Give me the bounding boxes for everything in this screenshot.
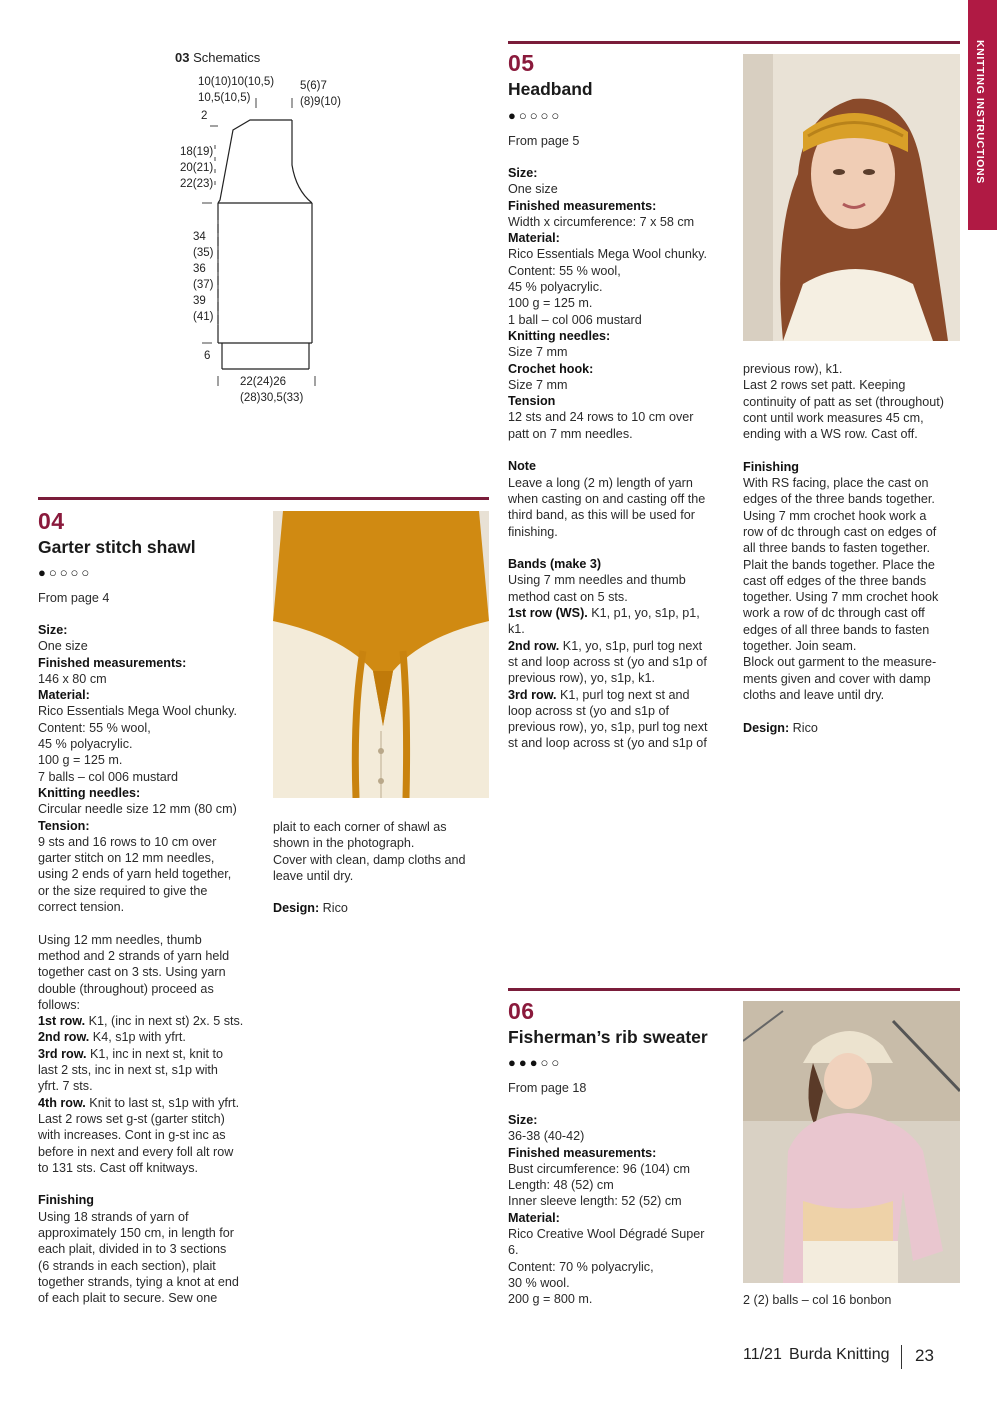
text-line	[508, 1226, 733, 1242]
sweater-number: 06	[508, 998, 535, 1024]
schematic-top-left-2: 10,5(10,5)	[198, 92, 251, 104]
text-body: ending with a WS row. Cast off.	[743, 427, 918, 442]
text-line	[38, 671, 266, 687]
text-line	[743, 394, 968, 410]
text-line	[273, 852, 489, 868]
text-body: shown in the photograph.	[273, 836, 415, 851]
footer-magazine: Burda Knitting	[789, 1346, 890, 1363]
sweater-text-col1	[508, 1112, 733, 1308]
text-body: loop across st (yo and s1p of	[508, 703, 670, 718]
text-body: double (throughout) proceed as	[38, 981, 214, 996]
text-heading: Tension:	[38, 818, 90, 833]
text-line	[508, 1193, 733, 1209]
text-line	[508, 1242, 733, 1258]
shawl-text-col1	[38, 622, 266, 1306]
text-line	[508, 507, 733, 523]
text-body: K1, yo, s1p, purl tog next	[559, 638, 703, 653]
text-line	[273, 900, 489, 916]
text-body: K1, purl tog next st and	[556, 687, 690, 702]
text-body: K4, s1p with yfrt.	[89, 1030, 186, 1045]
text-body: together strands, tying a knot at end	[38, 1274, 239, 1289]
schematic-arm-3: 22(23)	[180, 178, 214, 190]
text-line	[508, 198, 733, 214]
text-line	[38, 1029, 266, 1045]
text-heading: 3rd row.	[38, 1046, 87, 1061]
text-body: row of dc through cast on edges of	[743, 524, 937, 539]
text-line	[743, 540, 968, 556]
text-body: Leave a long (2 m) length of yarn	[508, 475, 693, 490]
text-line	[508, 589, 733, 605]
text-line	[508, 295, 733, 311]
text-body: correct tension.	[38, 900, 125, 915]
text-line	[743, 671, 968, 687]
shawl-number: 04	[38, 508, 65, 534]
text-line	[38, 736, 266, 752]
text-heading: Design:	[273, 901, 320, 916]
schematic-top-right-1: 5(6)7	[300, 80, 327, 92]
text-heading: Note	[508, 459, 536, 474]
text-body: 1 ball – col 006 mustard	[508, 312, 642, 327]
text-line	[508, 556, 733, 572]
text-line	[508, 442, 733, 458]
text-line	[508, 1161, 733, 1177]
text-line	[38, 932, 266, 948]
text-heading: Finished measurements:	[508, 1145, 657, 1160]
text-body: method and 2 strands of yarn held	[38, 948, 230, 963]
text-line	[38, 655, 266, 671]
text-line	[508, 491, 733, 507]
text-body: Size 7 mm	[508, 377, 568, 392]
text-body: ments given and cover with damp	[743, 671, 931, 686]
shawl-from-page: From page 4	[38, 591, 110, 605]
text-body: method cast on 5 sts.	[508, 589, 628, 604]
text-body: 36-38 (40-42)	[508, 1129, 585, 1144]
text-body: K1, (inc in next st) 2x. 5 sts.	[85, 1014, 244, 1029]
text-heading: Material:	[38, 688, 90, 703]
text-body: with increases. Cont in g-st inc as	[38, 1128, 226, 1143]
text-body: One size	[508, 182, 558, 197]
text-line	[743, 410, 968, 426]
text-line	[508, 540, 733, 556]
text-body: edges of all three bands to fasten	[743, 622, 930, 637]
text-body: 200 g = 800 m.	[508, 1292, 593, 1307]
text-body: of each plait to secure. Sew one	[38, 1291, 218, 1306]
text-line	[508, 181, 733, 197]
text-body: K1, p1, yo, s1p, p1,	[587, 606, 700, 621]
text-body: cast off edges of the three bands	[743, 573, 927, 588]
text-line	[743, 377, 968, 393]
text-body: Plait the bands together. Place the	[743, 557, 935, 572]
text-body: Using 18 strands of yarn of	[38, 1209, 189, 1224]
headband-text-col1	[508, 165, 733, 752]
text-body: Rico Creative Wool Dégradé Super	[508, 1227, 705, 1242]
schematic-body-3: 36	[193, 263, 206, 275]
text-heading: Finishing	[743, 459, 799, 474]
text-body: yfrt. 7 sts.	[38, 1079, 93, 1094]
text-line	[38, 622, 266, 638]
text-body: Rico Essentials Mega Wool chunky.	[508, 247, 708, 262]
text-heading: Finishing	[38, 1193, 94, 1208]
schematic-shoulder: 2	[201, 110, 208, 122]
text-body: Knit to last st, s1p with yfrt.	[85, 1095, 240, 1110]
schematic-top-left-1: 10(10)10(10,5)	[198, 76, 275, 88]
text-line	[38, 752, 266, 768]
text-body: Content: 55 % wool,	[38, 720, 151, 735]
footer-page-number: 23	[915, 1346, 934, 1365]
text-body: 12 sts and 24 rows to 10 cm over	[508, 410, 694, 425]
text-line	[273, 884, 489, 900]
text-heading: Finished measurements:	[508, 198, 657, 213]
headband-number: 05	[508, 50, 535, 76]
text-line	[508, 214, 733, 230]
text-body: garter stitch on 12 mm needles,	[38, 851, 215, 866]
text-body: st and loop across st (yo and s1p of	[508, 736, 707, 751]
text-line	[38, 818, 266, 834]
text-line	[38, 1209, 266, 1225]
text-line	[38, 1144, 266, 1160]
text-heading: 2nd row.	[508, 638, 560, 653]
headband-photo	[743, 54, 960, 341]
text-body: Circular needle size 12 mm (80 cm)	[38, 802, 237, 817]
text-body: Rico Essentials Mega Wool chunky.	[38, 704, 238, 719]
side-tab-label: KNITTING INSTRUCTIONS	[974, 40, 986, 184]
text-body: finishing.	[508, 524, 558, 539]
headband-rule	[508, 41, 960, 44]
text-line	[508, 475, 733, 491]
shawl-rule	[38, 497, 489, 500]
text-line	[508, 654, 733, 670]
text-line	[508, 572, 733, 588]
text-body: Width x circumference: 7 x 58 cm	[508, 214, 695, 229]
headband-text-col2	[743, 361, 968, 736]
text-body: each plait, divided in to 3 sections	[38, 1242, 227, 1257]
text-line	[743, 361, 968, 377]
text-body: when casting on and casting off the	[508, 491, 706, 506]
text-body: previous row), yo, s1p, k1.	[508, 671, 655, 686]
text-heading: 3rd row.	[508, 687, 557, 702]
text-body: 2 (2) balls – col 16 bonbon	[743, 1293, 892, 1307]
text-line	[508, 719, 733, 735]
text-line	[38, 1160, 266, 1176]
text-line	[743, 654, 968, 670]
text-body: Content: 55 % wool,	[508, 263, 621, 278]
text-body: 100 g = 125 m.	[508, 296, 593, 311]
text-body: Using 12 mm needles, thumb	[38, 932, 202, 947]
text-line	[508, 312, 733, 328]
text-line	[38, 1192, 266, 1208]
text-line	[38, 1127, 266, 1143]
text-line	[508, 687, 733, 703]
text-line	[508, 670, 733, 686]
text-body: work a row of dc through cast off	[743, 606, 925, 621]
text-line	[508, 328, 733, 344]
text-line	[38, 1258, 266, 1274]
text-line	[508, 638, 733, 654]
text-line	[38, 638, 266, 654]
text-line	[38, 883, 266, 899]
shawl-difficulty: ●○○○○	[38, 565, 93, 580]
text-body: Using 7 mm crochet hook work a	[743, 508, 927, 523]
text-heading: Bands (make 3)	[508, 557, 602, 572]
text-line	[508, 361, 733, 377]
shawl-title: Garter stitch shawl	[38, 537, 196, 557]
text-line	[743, 442, 968, 458]
text-line	[38, 769, 266, 785]
text-heading: Tension	[508, 394, 556, 409]
schematic-body-5: 39	[193, 295, 206, 307]
text-body: cont until work measures 45 cm,	[743, 410, 924, 425]
text-line	[508, 377, 733, 393]
text-line	[508, 1275, 733, 1291]
schematic-body-6: (41)	[193, 311, 214, 323]
text-line	[38, 964, 266, 980]
text-heading: Size:	[508, 1113, 538, 1127]
text-body: 6.	[508, 1243, 519, 1258]
text-heading: 4th row.	[38, 1095, 86, 1110]
text-line	[38, 899, 266, 915]
text-heading: Size:	[508, 166, 538, 180]
text-body: approximately 150 cm, in length for	[38, 1225, 235, 1240]
headband-difficulty: ●○○○○	[508, 108, 563, 123]
text-body: Using 7 mm needles and thumb	[508, 573, 686, 588]
text-line	[508, 1291, 733, 1307]
text-line	[508, 621, 733, 637]
text-heading: Size:	[38, 623, 68, 637]
text-line	[508, 605, 733, 621]
text-line	[38, 866, 266, 882]
text-line	[508, 393, 733, 409]
text-body: With RS facing, place the cast on	[743, 476, 929, 491]
schematic-title: Schematics	[193, 50, 261, 65]
text-body: edges of the three bands together.	[743, 492, 935, 507]
section-side-tab	[968, 0, 997, 230]
text-line	[38, 703, 266, 719]
schematic-width-1: 22(24)26	[240, 376, 287, 388]
text-body: before in next and every foll alt row	[38, 1144, 234, 1159]
text-line	[743, 475, 968, 491]
text-line	[508, 409, 733, 425]
text-body: 45 % polyacrylic.	[38, 737, 133, 752]
text-body: K1, inc in next st, knit to	[86, 1046, 224, 1061]
text-line	[508, 524, 733, 540]
text-body: Last 2 rows set patt. Keeping	[743, 378, 906, 393]
text-heading: Crochet hook:	[508, 361, 594, 376]
text-body: (6 strands in each section), plait	[38, 1258, 216, 1273]
schematic-body-4: (37)	[193, 279, 214, 291]
text-body: 100 g = 125 m.	[38, 753, 123, 768]
text-line	[508, 1112, 733, 1128]
text-body: One size	[38, 639, 88, 654]
text-line	[743, 459, 968, 475]
shawl-text-col2	[273, 819, 489, 917]
text-line	[743, 524, 968, 540]
text-line	[508, 263, 733, 279]
sweater-difficulty: ●●●○○	[508, 1055, 563, 1070]
headband-from-page: From page 5	[508, 134, 580, 148]
text-heading: Knitting needles:	[38, 785, 141, 800]
headband-title: Headband	[508, 79, 593, 99]
sweater-text-col2	[743, 1292, 968, 1308]
text-heading: 2nd row.	[38, 1030, 90, 1045]
text-line	[38, 997, 266, 1013]
text-line	[38, 915, 266, 931]
text-body: k1.	[508, 622, 525, 637]
text-body: Block out garment to the measure-	[743, 655, 937, 670]
text-body: last 2 sts, inc in next st, s1p with	[38, 1063, 218, 1078]
footer-divider	[901, 1345, 902, 1369]
text-line	[508, 1259, 733, 1275]
text-line	[38, 1062, 266, 1078]
text-line	[38, 1176, 266, 1192]
text-line	[508, 703, 733, 719]
sweater-rule	[508, 988, 960, 991]
text-line	[508, 165, 733, 181]
schematic-body-1: 34	[193, 231, 206, 243]
schematic-arm-2: 20(21)	[180, 162, 214, 174]
text-body: Rico	[789, 720, 818, 735]
text-body: together cast on 3 sts. Using yarn	[38, 965, 226, 980]
text-body: together. Using 7 mm crochet hook	[743, 590, 939, 605]
text-line	[743, 703, 968, 719]
text-body: st and loop across st (yo and s1p of	[508, 654, 707, 669]
text-body: Rico	[319, 901, 348, 916]
text-body: Inner sleeve length: 52 (52) cm	[508, 1194, 682, 1209]
text-line	[743, 557, 968, 573]
text-body: 7 balls – col 006 mustard	[38, 769, 179, 784]
text-line	[38, 850, 266, 866]
text-line	[38, 1095, 266, 1111]
text-line	[38, 1111, 266, 1127]
text-line	[508, 279, 733, 295]
text-body: leave until dry.	[273, 868, 354, 883]
text-body: 9 sts and 16 rows to 10 cm over	[38, 834, 217, 849]
text-line	[743, 687, 968, 703]
text-body: third band, as this will be used for	[508, 508, 695, 523]
text-body: patt on 7 mm needles.	[508, 426, 633, 441]
text-line	[508, 458, 733, 474]
text-body: Cover with clean, damp cloths and	[273, 852, 466, 867]
text-heading: Knitting needles:	[508, 328, 611, 343]
text-body: Content: 70 % polyacrylic,	[508, 1259, 654, 1274]
text-body: 146 x 80 cm	[38, 671, 107, 686]
text-line	[38, 834, 266, 850]
text-line	[743, 605, 968, 621]
footer-issue: 11/21	[743, 1346, 782, 1363]
text-body: all three bands to fasten together.	[743, 541, 930, 556]
text-line	[38, 1274, 266, 1290]
text-line	[743, 491, 968, 507]
text-line	[743, 720, 968, 736]
text-line	[38, 801, 266, 817]
text-line	[273, 835, 489, 851]
text-body: together. Join seam.	[743, 639, 857, 654]
sweater-photo	[743, 1001, 960, 1283]
text-line	[743, 622, 968, 638]
text-body: to 131 sts. Cast off knitways.	[38, 1160, 199, 1175]
shawl-photo	[273, 511, 489, 798]
text-line	[38, 948, 266, 964]
text-body: using 2 ends of yarn held together,	[38, 867, 232, 882]
text-heading: Material:	[508, 1210, 560, 1225]
text-line	[38, 720, 266, 736]
text-body: previous row), yo, s1p, purl tog next	[508, 720, 708, 735]
text-heading: Design:	[743, 720, 790, 735]
text-body: Bust circumference: 96 (104) cm	[508, 1161, 690, 1176]
text-line	[38, 1241, 266, 1257]
text-line	[273, 819, 489, 835]
text-line	[743, 589, 968, 605]
text-body: 45 % polyacrylic.	[508, 280, 603, 295]
text-heading: 1st row.	[38, 1014, 86, 1029]
text-body: Length: 48 (52) cm	[508, 1178, 614, 1193]
text-line	[38, 1078, 266, 1094]
sweater-from-page: From page 18	[508, 1081, 587, 1095]
schematic-number: 03	[175, 50, 190, 65]
text-body: cloths and leave until dry.	[743, 687, 885, 702]
text-line	[508, 344, 733, 360]
text-line	[38, 1290, 266, 1306]
text-body: Last 2 rows set g-st (garter stitch)	[38, 1111, 225, 1126]
text-body: continuity of patt as set (throughout)	[743, 394, 944, 409]
text-line	[508, 230, 733, 246]
schematic-arm-1: 18(19)	[180, 146, 214, 158]
text-line	[38, 687, 266, 703]
text-body: Size 7 mm	[508, 345, 568, 360]
text-heading: Finished measurements:	[38, 655, 187, 670]
text-line	[38, 1013, 266, 1029]
schematic-body-2: (35)	[193, 247, 214, 259]
text-line	[38, 1225, 266, 1241]
text-line	[508, 1145, 733, 1161]
text-line	[508, 246, 733, 262]
text-body: plait to each corner of shawl as	[273, 820, 447, 834]
text-line	[273, 868, 489, 884]
text-line	[508, 1128, 733, 1144]
text-line	[743, 1292, 968, 1308]
text-body: follows:	[38, 997, 80, 1012]
text-line	[38, 981, 266, 997]
text-line	[508, 735, 733, 751]
text-line	[38, 785, 266, 801]
schematic-rib: 6	[204, 350, 211, 362]
text-heading: Material:	[508, 231, 560, 246]
text-body: previous row), k1.	[743, 362, 843, 376]
schematic-diagram	[0, 0, 400, 420]
sweater-title: Fisherman’s rib sweater	[508, 1027, 708, 1047]
text-line	[508, 1177, 733, 1193]
text-line	[743, 426, 968, 442]
text-line	[508, 426, 733, 442]
text-line	[743, 508, 968, 524]
text-line	[38, 1046, 266, 1062]
schematic-width-2: (28)30,5(33)	[240, 392, 304, 404]
text-body: or the size required to give the	[38, 883, 208, 898]
text-line	[743, 573, 968, 589]
text-line	[508, 1210, 733, 1226]
text-body: 30 % wool.	[508, 1275, 570, 1290]
text-line	[743, 638, 968, 654]
schematic-top-right-2: (8)9(10)	[300, 96, 341, 108]
text-heading: 1st row (WS).	[508, 606, 588, 621]
